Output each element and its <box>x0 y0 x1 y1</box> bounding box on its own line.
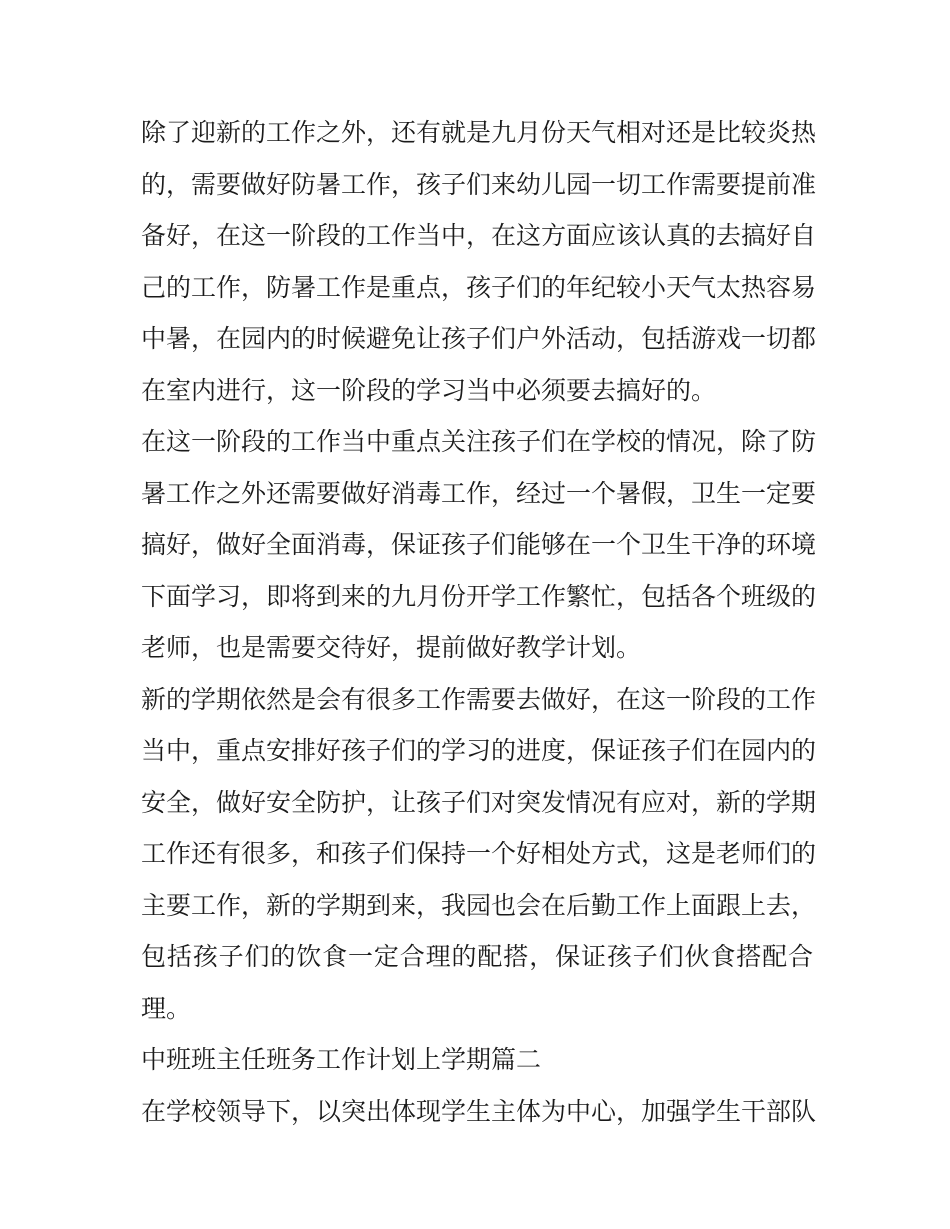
text-line: 老师，也是需要交待好，提前做好教学计划。 <box>141 633 642 662</box>
section-heading <box>141 1034 813 1086</box>
text-line: 搞好，做好全面消毒，保证孩子们能够在一个卫生干净的环境 <box>141 530 817 559</box>
text-line: 在学校领导下，以突出体现学生主体为中心，加强学生干部队 <box>141 1096 817 1126</box>
text-line: 己的工作，防暑工作是重点，孩子们的年纪较小天气太热容易 <box>141 272 817 302</box>
paragraph <box>141 1086 817 1138</box>
text-line: 当中，重点安排好孩子们的学习的进度，保证孩子们在园内的 <box>141 736 817 765</box>
text-line: 的，需要做好防暑工作，孩子们来幼儿园一切工作需要提前准 <box>141 169 817 199</box>
document-body <box>141 107 817 1137</box>
paragraph <box>141 674 817 1035</box>
text-line: 工作还有很多，和孩子们保持一个好相处方式，这是老师们的 <box>141 839 817 868</box>
text-line: 下面学习，即将到来的九月份开学工作繁忙，包括各个班级的 <box>141 581 817 611</box>
text-line: 在室内进行，这一阶段的学习当中必须要去搞好的。 <box>141 375 717 405</box>
text-line: 新的学期依然是会有很多工作需要去做好，在这一阶段的工作 <box>141 684 817 714</box>
paragraph <box>141 107 817 416</box>
text-line: 主要工作，新的学期到来，我园也会在后勤工作上面跟上去， <box>141 890 817 920</box>
heading-line: 中班班主任班务工作计划上学期篇二 <box>141 1045 542 1074</box>
text-line: 在这一阶段的工作当中重点关注孩子们在学校的情况，除了防 <box>141 427 817 456</box>
paragraph <box>141 416 817 674</box>
text-line: 暑工作之外还需要做好消毒工作，经过一个暑假，卫生一定要 <box>141 478 817 508</box>
text-line: 备好，在这一阶段的工作当中，在这方面应该认真的去搞好自 <box>141 221 817 250</box>
text-line: 安全，做好安全防护，让孩子们对突发情况有应对，新的学期 <box>141 787 817 817</box>
text-line: 中暑，在园内的时候避免让孩子们户外活动，包括游戏一切都 <box>141 324 817 353</box>
text-line: 理。 <box>141 993 192 1023</box>
text-line: 包括孩子们的饮食一定合理的配搭，保证孩子们伙食搭配合 <box>141 942 813 971</box>
text-line: 除了迎新的工作之外，还有就是九月份天气相对还是比较炎热 <box>141 118 817 147</box>
